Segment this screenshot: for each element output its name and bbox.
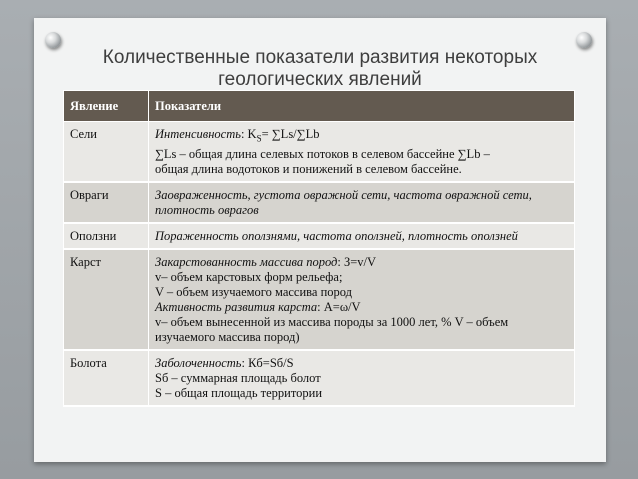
row-indicators: Пораженность оползнями, частота оползней, плотность оползней: [149, 223, 575, 249]
indicator-description: S – общая площадь территории: [155, 385, 323, 400]
row-name: Овраги: [64, 182, 149, 223]
pushpin-left-icon: [45, 32, 61, 48]
table-row-mudflows: [64, 122, 575, 182]
row-indicators: [149, 122, 575, 182]
row-name: Болота: [64, 350, 149, 406]
row-indicators: [149, 249, 575, 350]
table-row-landslides: [64, 223, 575, 249]
table-row-swamps: [64, 350, 575, 406]
row-indicators: [149, 350, 575, 406]
indicators-table: [63, 90, 575, 407]
row-name: Оползни: [64, 223, 149, 249]
indicator-description: v– объем карстовых форм рельефа;: [155, 269, 343, 284]
title-line-1: Количественные показатели развития некоторых: [102, 47, 538, 68]
pushpin-right-icon: [576, 32, 592, 48]
row-indicators: Заовраженность, густота овражной сети, частота овражной сети, плотность оврагов: [149, 182, 575, 223]
row-name: Сели: [64, 122, 149, 182]
indicator-description: v– объем вынесенной из массива породы за 1000 лет, % V – объем изучаемого массива пород): [155, 314, 509, 344]
slide-title: [40, 47, 600, 91]
indicator-description: Sб – суммарная площадь болот: [155, 370, 321, 385]
indicator-formula: Интенсивность: $K_S= \sum Ls/\sum Lb$: [155, 127, 320, 144]
indicator-description: V – объем изучаемого массива пород: [155, 284, 353, 299]
title-line-2: геологических явлений: [218, 69, 422, 90]
indicator-formula: Заболоченность: Кб=Sб/S: [155, 355, 294, 370]
indicator-formula: Активность развития карста: А=ω/V: [155, 299, 361, 314]
indicator-description: общая длина водотоков и понижений в селевом бассейне.: [155, 161, 462, 176]
header-indicators: Показатели: [149, 91, 575, 122]
table-row-ravines: [64, 182, 575, 223]
table-header-row: [64, 91, 575, 122]
header-phenomenon: Явление: [64, 91, 149, 122]
indicator-formula: Закарстованность массива пород: З=v/V: [155, 254, 377, 269]
table-row-karst: [64, 249, 575, 350]
indicator-description: ∑Ls – общая длина селевых потоков в селевом бассейне ∑Lb –: [155, 146, 490, 161]
row-name: Карст: [64, 249, 149, 350]
